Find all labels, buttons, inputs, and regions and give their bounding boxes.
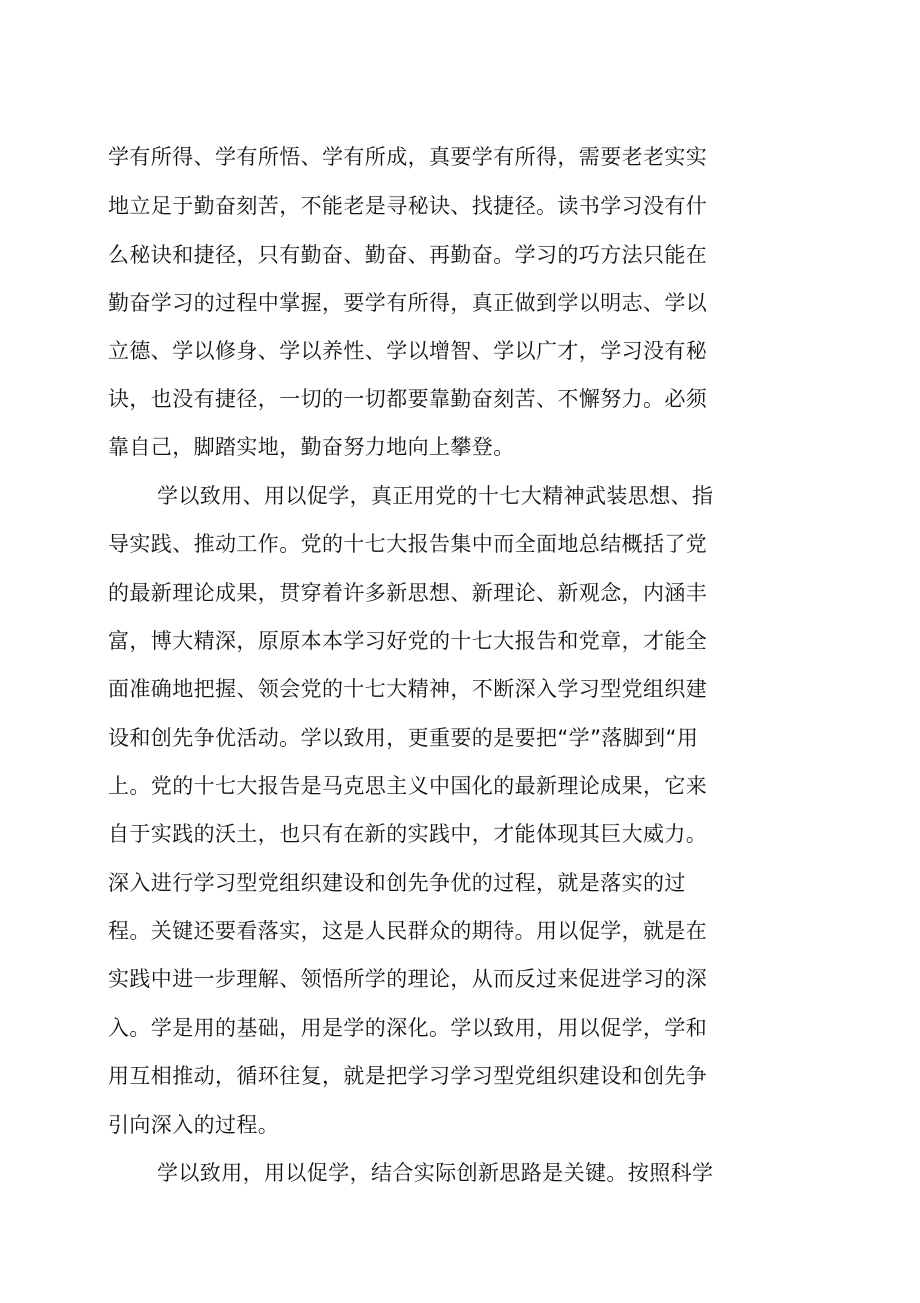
text-line-7: 靠自己，脚踏实地，勤奋努力地向上攀登。 <box>108 435 515 459</box>
text-line-5: 立德、学以修身、学以养性、学以增智、学以广才，学习没有秘 <box>108 339 708 363</box>
text-line-11: 富，博大精深，原原本本学习好党的十七大报告和党章，才能全 <box>108 629 708 653</box>
text-line-3: 么秘诀和捷径，只有勤奋、勤奋、再勤奋。学习的巧方法只能在 <box>108 243 708 267</box>
text-line-13: 设和创先争优活动。学以致用，更重要的是要把“学”落脚到“用 <box>108 726 699 750</box>
text-line-4: 勤奋学习的过程中掌握，要学有所得，真正做到学以明志、学以 <box>108 291 708 315</box>
text-line-2: 地立足于勤奋刻苦，不能老是寻秘诀、找捷径。读书学习没有什 <box>108 194 708 218</box>
text-line-20: 用互相推动，循环往复，就是把学习学习型党组织建设和创先争 <box>108 1064 708 1088</box>
text-line-17: 程。关键还要看落实，这是人民群众的期待。用以促学，就是在 <box>108 919 708 943</box>
text-line-18: 实践中进一步理解、领悟所学的理论，从而反过来促进学习的深 <box>108 967 708 991</box>
text-line-1: 学有所得、学有所悟、学有所成，真要学有所得，需要老老实实 <box>108 145 708 169</box>
text-line-12: 面准确地把握、领会党的十七大精神，不断深入学习型党组织建 <box>108 677 708 701</box>
text-line-6: 诀，也没有捷径，一切的一切都要靠勤奋刻苦、不懈努力。必须 <box>108 387 708 411</box>
text-line-16: 深入进行学习型党组织建设和创先争优的过程，就是落实的过 <box>108 871 686 895</box>
paragraph-start-line: 学以致用，用以促学，结合实际创新思路是关键。按照科学 <box>157 1161 714 1185</box>
text-line-14: 上。党的十七大报告是马克思主义中国化的最新理论成果，它来 <box>108 774 708 798</box>
text-line-19: 入。学是用的基础，用是学的深化。学以致用，用以促学，学和 <box>108 1016 708 1040</box>
text-line-10: 的最新理论成果，贯穿着许多新思想、新理论、新观念，内涵丰 <box>108 581 708 605</box>
text-line-15: 自于实践的沃土，也只有在新的实践中，才能体现其巨大威力。 <box>108 822 708 846</box>
paragraph-start-line: 学以致用、用以促学，真正用党的十七大精神武装思想、指 <box>157 484 714 508</box>
text-line-21: 引向深入的过程。 <box>108 1113 280 1137</box>
text-line-9: 导实践、推动工作。党的十七大报告集中而全面地总结概括了党 <box>108 532 708 556</box>
